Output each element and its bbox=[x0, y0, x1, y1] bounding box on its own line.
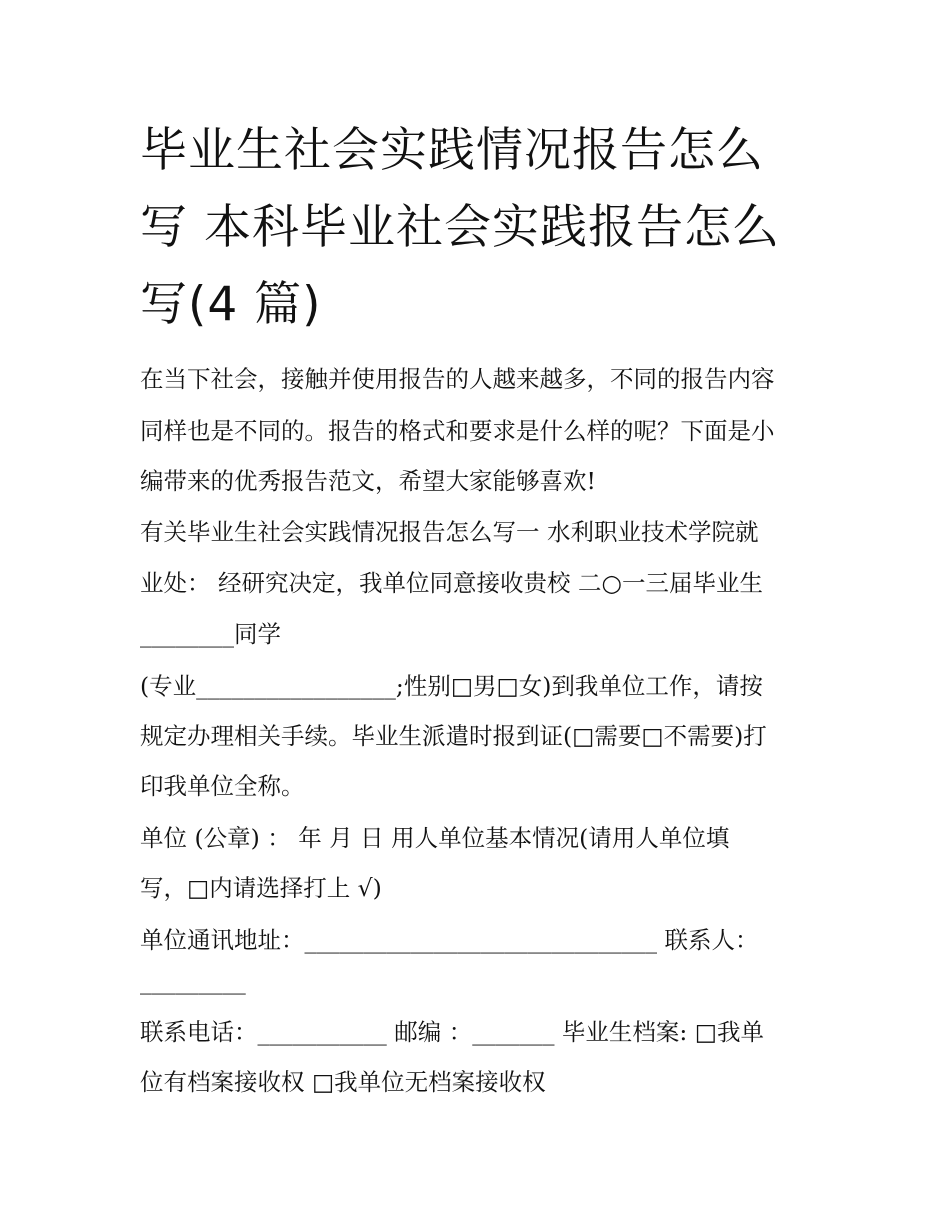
body-line-9: 印我单位全称。 bbox=[140, 772, 305, 800]
title-line-2: 写 本科毕业社会实践报告怎么 bbox=[140, 200, 780, 255]
body-line-7: (专业_________________;性别□男□女)到我单位工作，请按 bbox=[140, 672, 763, 700]
body-line-5: 业处： 经研究决定，我单位同意接收贵校 二○一三届毕业生 bbox=[140, 569, 763, 597]
body-line-10: 单位 (公章) ： 年 月 日 用人单位基本情况(请用人单位填 bbox=[140, 824, 730, 852]
body-line-15: 位有档案接收权 □我单位无档案接收权 bbox=[140, 1068, 546, 1096]
body-line-8: 规定办理相关手续。毕业生派遣时报到证(□需要□不需要)打 bbox=[140, 722, 767, 750]
body-line-2: 同样也是不同的。报告的格式和要求是什么样的呢？下面是小 bbox=[140, 417, 775, 445]
title-line-1: 毕业生社会实践情况报告怎么 bbox=[140, 123, 764, 178]
document-title bbox=[140, 112, 830, 343]
body-line-3: 编带来的优秀报告范文，希望大家能够喜欢! bbox=[140, 467, 596, 495]
body-line-6: ________同学 bbox=[140, 620, 281, 648]
body-line-11: 写，□内请选择打上 √) bbox=[140, 874, 382, 902]
body-line-14: 联系电话：___________ 邮编 ：_______ 毕业生档案: □我单 bbox=[140, 1018, 765, 1046]
title-line-3: 写(4 篇) bbox=[140, 277, 322, 332]
body-line-13: _________ bbox=[140, 967, 246, 995]
body-line-1: 在当下社会，接触并使用报告的人越来越多，不同的报告内容 bbox=[140, 365, 775, 393]
body-line-4: 有关毕业生社会实践情况报告怎么写一 水利职业技术学院就 bbox=[140, 518, 759, 546]
body-line-12: 单位通讯地址：______________________________ 联系人： bbox=[140, 926, 759, 954]
